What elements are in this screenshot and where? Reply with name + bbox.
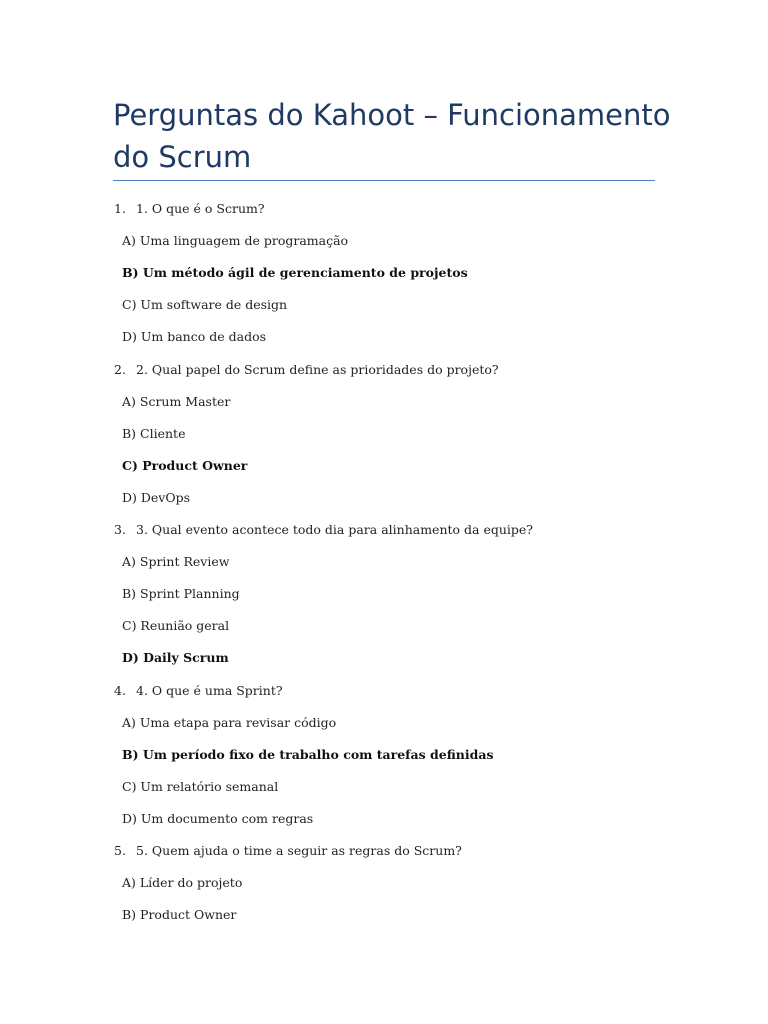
correct-answer-option: B) Um método ágil de gerenciamento de projetos xyxy=(122,265,468,280)
answer-option: A) Uma linguagem de programação xyxy=(122,233,349,248)
question-number: 5. xyxy=(114,843,126,858)
correct-answer-option: D) Daily Scrum xyxy=(122,650,229,665)
question-text: 1. O que é o Scrum? xyxy=(136,201,265,216)
answer-option: D) Um banco de dados xyxy=(122,329,267,344)
answer-option: C) Um relatório semanal xyxy=(122,779,279,794)
question-number: 3. xyxy=(114,522,126,537)
question-text: 5. Quem ajuda o time a seguir as regras do Scrum? xyxy=(136,843,462,858)
page-title: Perguntas do Kahoot – Funcionamento do Scrum xyxy=(113,98,671,174)
question-text: 4. O que é uma Sprint? xyxy=(136,683,283,698)
question-number: 1. xyxy=(114,201,126,216)
answer-option: B) Sprint Planning xyxy=(122,586,240,601)
correct-answer-option: B) Um período fixo de trabalho com tarefas definidas xyxy=(122,747,494,762)
answer-option: B) Cliente xyxy=(122,426,186,441)
answer-option: D) Um documento com regras xyxy=(122,811,314,826)
question-text: 3. Qual evento acontece todo dia para alinhamento da equipe? xyxy=(136,522,534,537)
question-number: 2. xyxy=(114,362,126,377)
answer-option: D) DevOps xyxy=(122,490,191,505)
answer-option: B) Product Owner xyxy=(122,907,237,922)
answer-option: A) Scrum Master xyxy=(122,394,231,409)
answer-option: C) Reunião geral xyxy=(122,618,230,633)
answer-option: A) Uma etapa para revisar código xyxy=(122,715,337,730)
correct-answer-option: C) Product Owner xyxy=(122,458,248,473)
answer-option: A) Sprint Review xyxy=(122,554,230,569)
answer-option: C) Um software de design xyxy=(122,297,288,312)
question-text: 2. Qual papel do Scrum define as prioridades do projeto? xyxy=(136,362,499,377)
question-number: 4. xyxy=(114,683,126,698)
answer-option: A) Líder do projeto xyxy=(122,875,243,890)
